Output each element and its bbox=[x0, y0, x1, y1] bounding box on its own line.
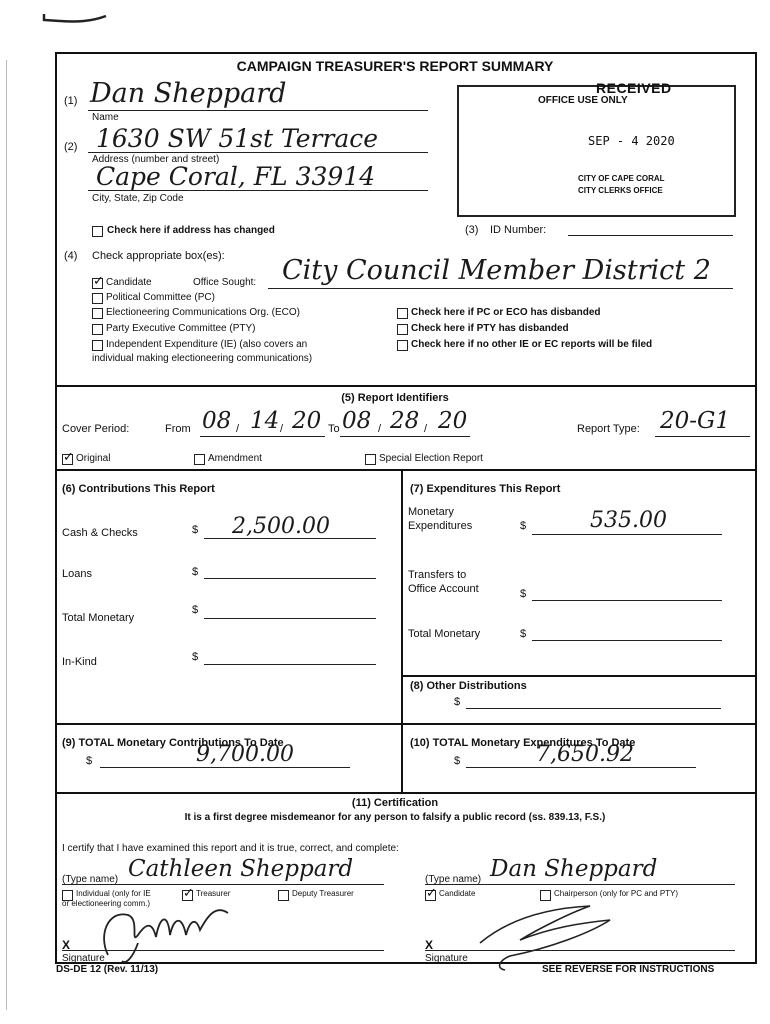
eco-checkbox[interactable] bbox=[92, 308, 103, 319]
form-id: DS-DE 12 (Rev. 11/13) bbox=[56, 964, 159, 975]
received-date: SEP - 4 2020 bbox=[588, 134, 675, 148]
transfers-label: Transfers to bbox=[408, 569, 467, 581]
candidate-signature[interactable] bbox=[440, 898, 640, 973]
candidate-signature-label: Signature bbox=[425, 953, 468, 964]
individual-label: Individual (only for IE bbox=[76, 889, 151, 898]
pty-disbanded-checkbox[interactable] bbox=[397, 324, 408, 335]
to-month[interactable]: 08 bbox=[342, 408, 372, 434]
cert-candidate-checkbox[interactable] bbox=[425, 890, 436, 901]
ie-checkbox[interactable] bbox=[92, 340, 103, 351]
to-label: To bbox=[328, 423, 340, 435]
name-label: Name bbox=[92, 112, 119, 123]
name-value[interactable]: Dan Sheppard bbox=[90, 78, 287, 109]
transfers-field[interactable] bbox=[532, 600, 722, 601]
other-distributions-title: (8) Other Distributions bbox=[410, 680, 527, 692]
pty-label: Party Executive Committee (PTY) bbox=[106, 323, 256, 334]
candidate-label: Candidate bbox=[106, 277, 152, 288]
stamp-city: CITY OF CAPE CORAL bbox=[578, 174, 665, 183]
address-changed-label: Check here if address has changed bbox=[107, 225, 275, 236]
id-number-field[interactable] bbox=[568, 235, 733, 236]
from-label: From bbox=[165, 423, 191, 435]
from-year[interactable]: 20 bbox=[292, 408, 322, 434]
from-month[interactable]: 08 bbox=[202, 408, 232, 434]
see-reverse-note: SEE REVERSE FOR INSTRUCTIONS bbox=[542, 964, 715, 975]
treasurer-type-name-label: (Type name) bbox=[62, 874, 119, 885]
exp-total-field[interactable] bbox=[532, 640, 722, 641]
contrib-total-monetary-label: Total Monetary bbox=[62, 612, 135, 624]
cover-period-label: Cover Period: bbox=[62, 423, 130, 435]
office-account-label: Office Account bbox=[408, 583, 479, 595]
section-2-number: (2) bbox=[64, 141, 78, 153]
pc-label: Political Committee (PC) bbox=[106, 292, 215, 303]
total-expenditures-value[interactable]: 7,650.92 bbox=[536, 742, 634, 767]
stamp-office: CITY CLERKS OFFICE bbox=[578, 186, 663, 195]
loans-label: Loans bbox=[62, 568, 92, 580]
original-label: Original bbox=[76, 453, 111, 464]
city-value[interactable]: Cape Coral, FL 33914 bbox=[96, 162, 376, 191]
monetary-label: Monetary bbox=[408, 506, 454, 518]
in-kind-field[interactable] bbox=[204, 664, 376, 665]
treasurer-x-mark: X bbox=[62, 938, 71, 952]
total-expenditures-title: (10) TOTAL Monetary Expenditures To Date bbox=[410, 737, 636, 749]
deputy-treasurer-label: Deputy Treasurer bbox=[292, 889, 354, 898]
no-other-reports-label: Check here if no other IE or EC reports will be filed bbox=[411, 339, 653, 350]
amendment-checkbox[interactable] bbox=[194, 454, 205, 465]
office-sought-label: Office Sought: bbox=[193, 277, 257, 288]
cash-checks-value[interactable]: 2,500.00 bbox=[232, 514, 330, 539]
expenditures-title: (7) Expenditures This Report bbox=[410, 483, 561, 495]
pty-disbanded-label: Check here if PTY has disbanded bbox=[411, 323, 569, 334]
section-4-number: (4) bbox=[64, 250, 78, 262]
received-stamp: RECEIVED bbox=[596, 80, 672, 96]
contrib-total-field[interactable] bbox=[204, 618, 376, 619]
to-day[interactable]: 28 bbox=[390, 408, 420, 434]
pty-checkbox[interactable] bbox=[92, 324, 103, 335]
report-identifiers-title: (5) Report Identifiers bbox=[341, 392, 449, 404]
ie-label-cont: individual making electioneering communications) bbox=[92, 353, 313, 364]
amendment-label: Amendment bbox=[208, 453, 262, 464]
in-kind-label: In-Kind bbox=[62, 656, 97, 668]
report-type-value[interactable]: 20-G1 bbox=[660, 408, 731, 434]
check-boxes-label: Check appropriate box(es): bbox=[92, 250, 225, 262]
candidate-x-mark: X bbox=[425, 938, 434, 952]
deputy-treasurer-checkbox[interactable] bbox=[278, 890, 289, 901]
section-1-number: (1) bbox=[64, 95, 78, 107]
ie-label: Independent Expenditure (IE) (also covers an bbox=[106, 339, 308, 350]
other-distributions-field[interactable] bbox=[466, 708, 721, 709]
eco-label: Electioneering Communications Org. (ECO) bbox=[106, 307, 300, 318]
original-checkbox[interactable] bbox=[62, 454, 73, 465]
contributions-title: (6) Contributions This Report bbox=[62, 483, 215, 495]
scan-edge bbox=[6, 60, 7, 1010]
expenditures-label: Expenditures bbox=[408, 520, 473, 532]
individual-label-cont: or electioneering comm.) bbox=[62, 899, 151, 908]
city-label: City, State, Zip Code bbox=[92, 193, 184, 204]
exp-total-monetary-label: Total Monetary bbox=[408, 628, 481, 640]
address-value[interactable]: 1630 SW 51st Terrace bbox=[96, 124, 379, 153]
total-contributions-value[interactable]: 9,700.00 bbox=[196, 742, 294, 767]
candidate-name-value[interactable]: Dan Sheppard bbox=[490, 856, 658, 882]
special-election-label: Special Election Report bbox=[379, 453, 483, 464]
pc-checkbox[interactable] bbox=[92, 293, 103, 304]
pc-eco-disbanded-label: Check here if PC or ECO has disbanded bbox=[411, 307, 601, 318]
certify-statement: I certify that I have examined this report and it is true, correct, and complete: bbox=[62, 843, 399, 854]
cash-checks-label: Cash & Checks bbox=[62, 527, 138, 539]
total-contributions-title: (9) TOTAL Monetary Contributions To Date bbox=[62, 737, 284, 749]
address-label: Address (number and street) bbox=[92, 154, 220, 165]
misdemeanor-warning: It is a first degree misdemeanor for any person to falsify a public record (ss. 839.13, F.S.) bbox=[184, 812, 606, 823]
treasurer-signature[interactable] bbox=[78, 895, 278, 965]
treasurer-label: Treasurer bbox=[196, 889, 231, 898]
certification-title: (11) Certification bbox=[351, 797, 439, 809]
from-day[interactable]: 14 bbox=[250, 408, 280, 434]
chairperson-label: Chairperson (only for PC and PTY) bbox=[554, 889, 679, 898]
form-title: CAMPAIGN TREASURER'S REPORT SUMMARY bbox=[236, 58, 554, 74]
office-use-label: OFFICE USE ONLY bbox=[538, 95, 628, 106]
special-election-checkbox[interactable] bbox=[365, 454, 376, 465]
pc-eco-disbanded-checkbox[interactable] bbox=[397, 308, 408, 319]
section-3-number: (3) bbox=[465, 224, 479, 236]
treasurer-signature-label: Signature bbox=[62, 953, 105, 964]
treasurer-name-value[interactable]: Cathleen Sheppard bbox=[128, 856, 354, 882]
to-year[interactable]: 20 bbox=[438, 408, 468, 434]
monetary-expenditures-value[interactable]: 535.00 bbox=[590, 508, 667, 533]
address-changed-checkbox[interactable] bbox=[92, 226, 103, 237]
no-other-reports-checkbox[interactable] bbox=[397, 340, 408, 351]
corner-mark bbox=[40, 8, 110, 30]
report-type-label: Report Type: bbox=[577, 423, 640, 435]
cert-candidate-label: Candidate bbox=[439, 889, 476, 898]
office-sought-value[interactable]: City Council Member District 2 bbox=[282, 255, 711, 286]
candidate-type-name-label: (Type name) bbox=[425, 874, 482, 885]
loans-field[interactable] bbox=[204, 578, 376, 579]
candidate-checkbox[interactable] bbox=[92, 278, 103, 289]
id-number-label: ID Number: bbox=[490, 224, 547, 236]
